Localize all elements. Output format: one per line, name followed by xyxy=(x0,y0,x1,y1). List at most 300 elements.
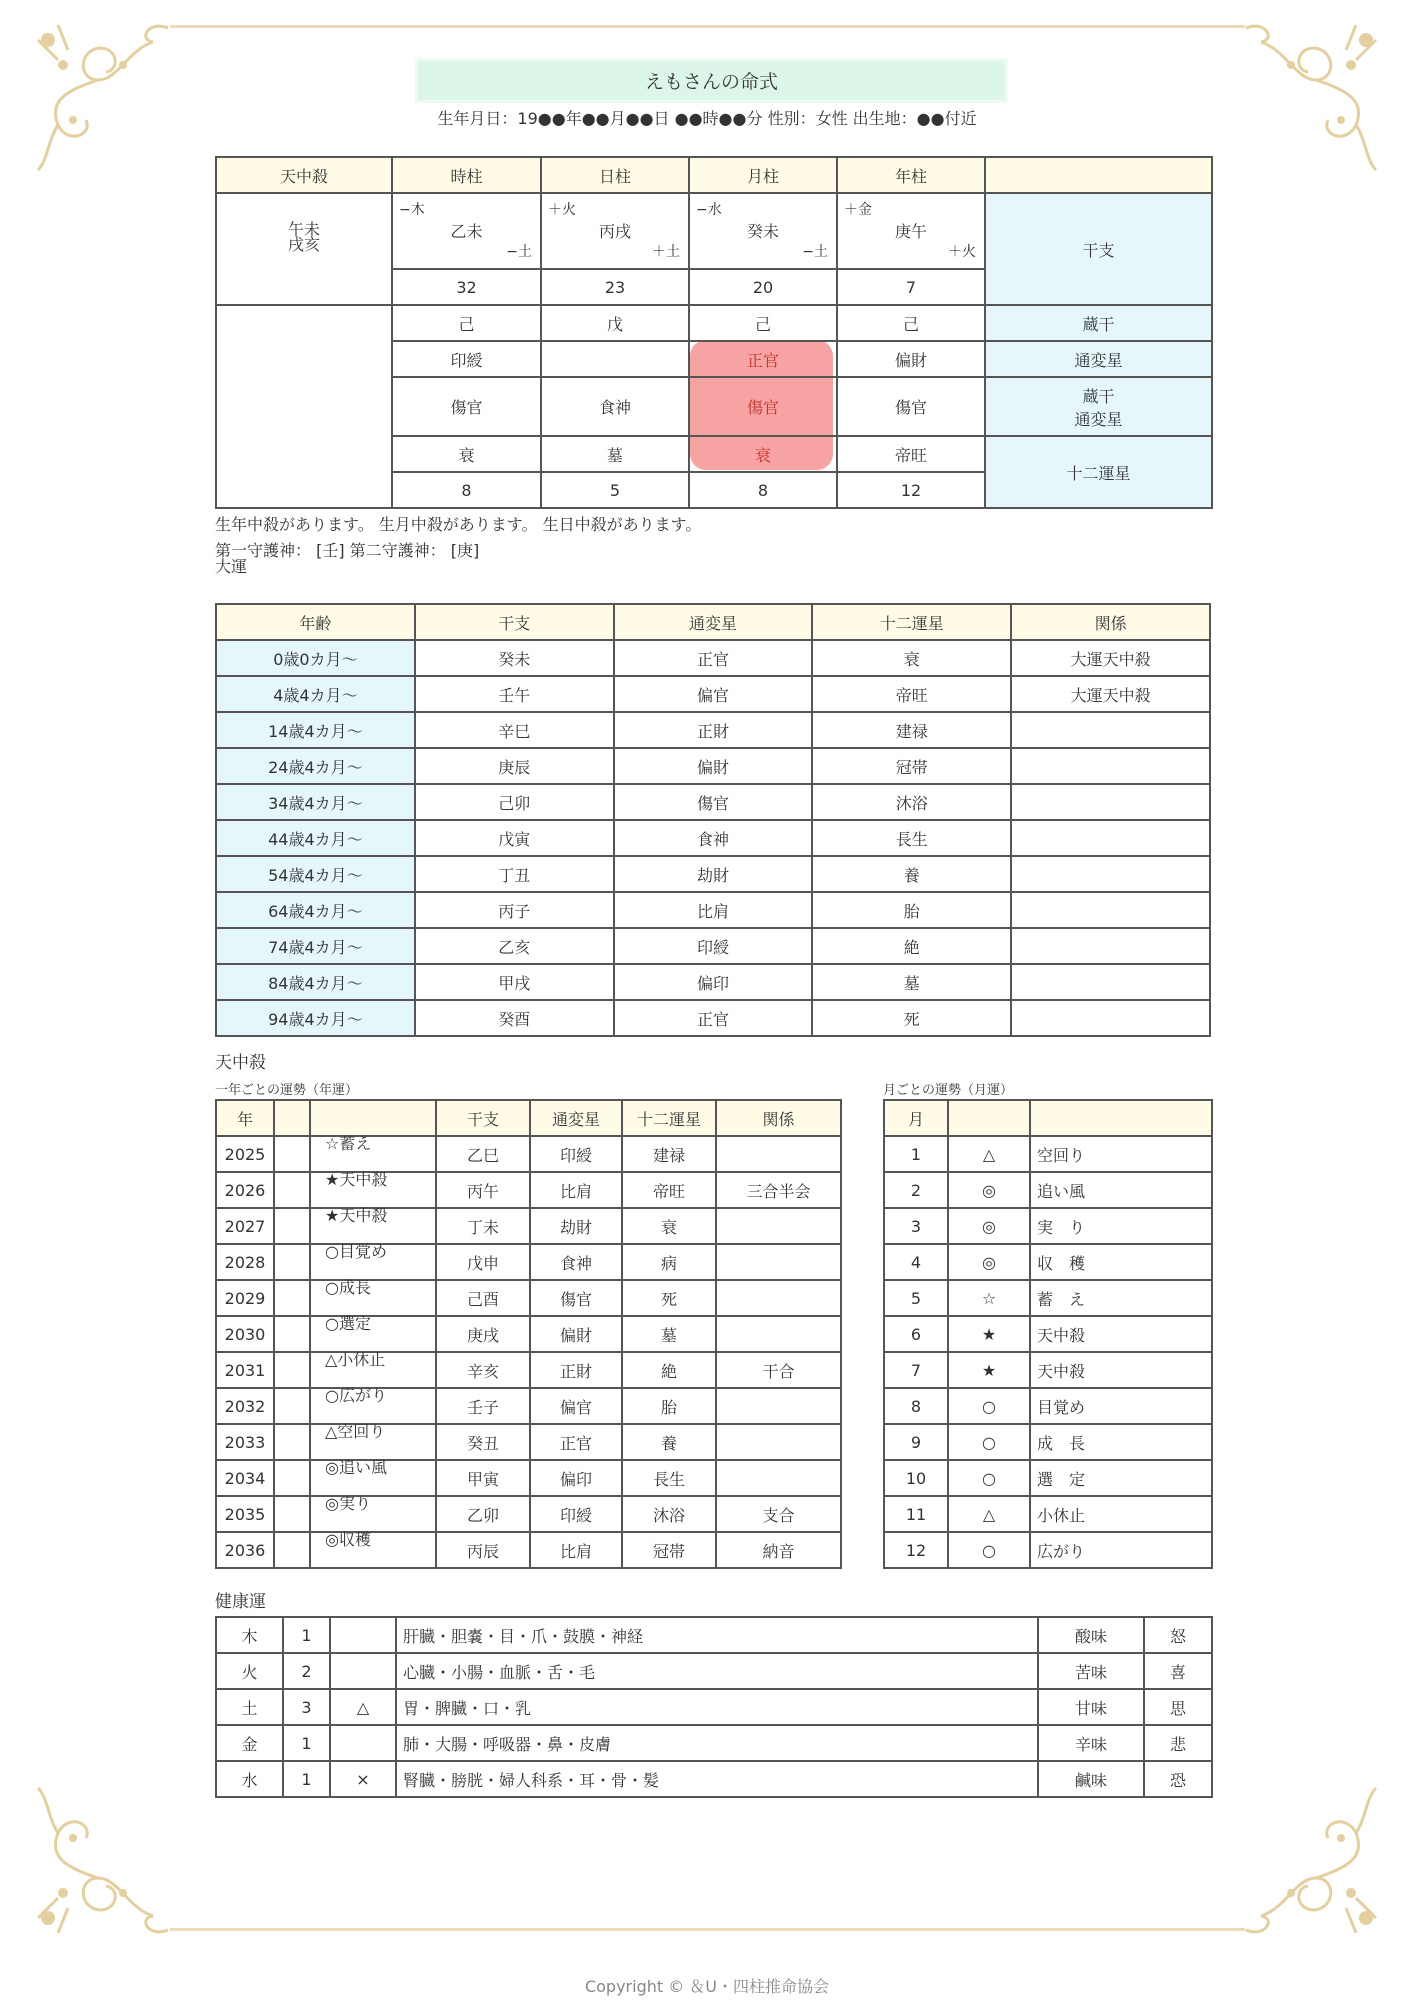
kanshi-value: 丙戌 xyxy=(598,222,631,241)
month-row xyxy=(884,1316,1212,1352)
year-cell: 正官 xyxy=(530,1424,622,1460)
empty-cell xyxy=(216,305,392,508)
month-cell: 蓄 え xyxy=(1030,1280,1212,1316)
year-fortune-label: ◎収穫 xyxy=(325,1530,371,1549)
year-cell: 病 xyxy=(622,1244,716,1280)
column-header: 十二運星 xyxy=(812,604,1011,640)
taiun-cell: 偏印 xyxy=(614,964,813,1000)
page-title-text: えもさんの命式 xyxy=(644,71,778,93)
year-cell: 沐浴 xyxy=(622,1496,716,1532)
health-cell: 水 xyxy=(216,1761,283,1797)
month-row xyxy=(884,1460,1212,1496)
year-row xyxy=(216,1532,841,1568)
taiun-cell: 大運天中殺 xyxy=(1011,640,1210,676)
year-cell: 納音 xyxy=(716,1532,841,1568)
month-cell: 天中殺 xyxy=(1030,1352,1212,1388)
year-cell: 建禄 xyxy=(622,1136,716,1172)
year-fortune-cell xyxy=(310,1424,436,1460)
year-cell: 胎 xyxy=(622,1388,716,1424)
health-cell: 肝臓・胆嚢・目・爪・鼓膜・神経 xyxy=(396,1617,1038,1653)
year-fortune-cell xyxy=(310,1280,436,1316)
taiun-cell: 印綬 xyxy=(614,928,813,964)
year-fortune-label: ○成長 xyxy=(325,1278,371,1297)
month-symbol: ◎ xyxy=(948,1208,1030,1244)
year-fortune-cell xyxy=(310,1388,436,1424)
month-cell: 7 xyxy=(884,1352,948,1388)
shugoshin-note: 第一守護神： [壬] 第二守護神： [庚] xyxy=(215,541,480,560)
taiun-cell: 己卯 xyxy=(415,784,614,820)
year-cell: 正財 xyxy=(530,1352,622,1388)
health-cell: 悲 xyxy=(1144,1725,1212,1761)
pillar-kanshi-cell xyxy=(837,193,985,269)
column-header xyxy=(985,157,1212,193)
month-symbol: ◎ xyxy=(948,1172,1030,1208)
taiun-table xyxy=(215,603,1211,1037)
taiun-cell: 54歳4カ月〜 xyxy=(216,856,415,892)
year-row xyxy=(216,1208,841,1244)
year-cell: 死 xyxy=(622,1280,716,1316)
taiun-row xyxy=(216,928,1210,964)
taiun-cell: 壬午 xyxy=(415,676,614,712)
taiun-cell xyxy=(1011,928,1210,964)
year-row xyxy=(216,1136,841,1172)
month-cell: 空回り xyxy=(1030,1136,1212,1172)
zokan-value: 己 xyxy=(392,305,541,341)
taiun-cell xyxy=(1011,712,1210,748)
taiun-cell: 胎 xyxy=(812,892,1011,928)
month-row xyxy=(884,1244,1212,1280)
health-cell: 胃・脾臓・口・乳 xyxy=(396,1689,1038,1725)
taiun-cell xyxy=(1011,964,1210,1000)
element-top: −水 xyxy=(696,202,722,218)
year-cell: 乙卯 xyxy=(436,1496,530,1532)
year-cell: 癸丑 xyxy=(436,1424,530,1460)
year-cell xyxy=(274,1172,310,1208)
zokan-tsuhen-value: 傷官 xyxy=(837,377,985,436)
label-line: 通変星 xyxy=(1074,409,1123,429)
taiun-row xyxy=(216,784,1210,820)
taiun-cell: 0歳0カ月〜 xyxy=(216,640,415,676)
health-row xyxy=(216,1617,1212,1653)
health-cell: 酸味 xyxy=(1038,1617,1144,1653)
taiun-cell: 庚辰 xyxy=(415,748,614,784)
year-cell xyxy=(274,1316,310,1352)
month-cell: 成 長 xyxy=(1030,1424,1212,1460)
month-cell: 10 xyxy=(884,1460,948,1496)
row-label-unsei: 十二運星 xyxy=(985,436,1212,508)
health-cell: 怒 xyxy=(1144,1617,1212,1653)
taiun-cell: 絶 xyxy=(812,928,1011,964)
month-symbol: ○ xyxy=(948,1424,1030,1460)
zokan-value: 己 xyxy=(689,305,837,341)
year-cell: 丙午 xyxy=(436,1172,530,1208)
kanshi-number: 23 xyxy=(541,269,689,305)
year-cell: 辛亥 xyxy=(436,1352,530,1388)
year-cell: 2027 xyxy=(216,1208,274,1244)
tenchusatsu-value: 戌亥 xyxy=(287,235,320,254)
taiun-cell: 冠帯 xyxy=(812,748,1011,784)
year-fortune-label: △小休止 xyxy=(325,1350,386,1369)
year-fortune-label: ☆蓄え xyxy=(325,1134,372,1153)
year-cell xyxy=(716,1424,841,1460)
taiun-cell: 14歳4カ月〜 xyxy=(216,712,415,748)
taiun-cell xyxy=(1011,748,1210,784)
zokan-row xyxy=(216,305,1212,341)
tenchu-heading: 天中殺 xyxy=(215,1053,266,1073)
month-symbol: ★ xyxy=(948,1316,1030,1352)
health-cell: 恐 xyxy=(1144,1761,1212,1797)
unsei-number: 12 xyxy=(837,472,985,508)
column-header: 十二運星 xyxy=(622,1100,716,1136)
year-cell: 冠帯 xyxy=(622,1532,716,1568)
year-cell xyxy=(274,1496,310,1532)
column-header: 天中殺 xyxy=(216,157,392,193)
health-cell: △ xyxy=(330,1689,396,1725)
year-cell: 支合 xyxy=(716,1496,841,1532)
element-top: ＋火 xyxy=(548,202,576,218)
month-symbol: ◎ xyxy=(948,1244,1030,1280)
year-cell: 丙辰 xyxy=(436,1532,530,1568)
taiun-cell: 正官 xyxy=(614,640,813,676)
column-header: 年柱 xyxy=(837,157,985,193)
row-label-zokan-tsuhen xyxy=(985,377,1212,436)
column-header xyxy=(1030,1100,1212,1136)
taiun-cell: 長生 xyxy=(812,820,1011,856)
year-row xyxy=(216,1460,841,1496)
taiun-cell: 帝旺 xyxy=(812,676,1011,712)
column-header: 干支 xyxy=(436,1100,530,1136)
year-cell: 食神 xyxy=(530,1244,622,1280)
year-cell: 2025 xyxy=(216,1136,274,1172)
element-top: ＋金 xyxy=(844,202,872,218)
year-fortune-cell xyxy=(310,1496,436,1532)
taiun-cell: 正財 xyxy=(614,712,813,748)
element-bottom: ＋土 xyxy=(652,244,680,260)
month-cell: 2 xyxy=(884,1172,948,1208)
zokan-value: 戊 xyxy=(541,305,689,341)
column-header: 月柱 xyxy=(689,157,837,193)
month-cell: 目覚め xyxy=(1030,1388,1212,1424)
year-cell: 三合半会 xyxy=(716,1172,841,1208)
month-symbol: ☆ xyxy=(948,1280,1030,1316)
month-cell: 6 xyxy=(884,1316,948,1352)
month-symbol: ○ xyxy=(948,1388,1030,1424)
year-cell: 2031 xyxy=(216,1352,274,1388)
column-header: 日柱 xyxy=(541,157,689,193)
health-table xyxy=(215,1616,1213,1798)
month-row xyxy=(884,1388,1212,1424)
taiun-row xyxy=(216,820,1210,856)
year-fortune-cell xyxy=(310,1244,436,1280)
year-cell: 戊申 xyxy=(436,1244,530,1280)
year-cell: 偏官 xyxy=(530,1388,622,1424)
year-cell xyxy=(274,1424,310,1460)
health-cell: 鹹味 xyxy=(1038,1761,1144,1797)
month-cell: 9 xyxy=(884,1424,948,1460)
taiun-cell: 偏財 xyxy=(614,748,813,784)
yearly-fortune-table xyxy=(215,1099,842,1569)
year-cell: 壬子 xyxy=(436,1388,530,1424)
taiun-row xyxy=(216,748,1210,784)
element-top: −木 xyxy=(399,202,425,218)
year-cell: 己酉 xyxy=(436,1280,530,1316)
month-row xyxy=(884,1280,1212,1316)
ornament-corner-icon xyxy=(1236,20,1386,180)
frame-top-line xyxy=(170,25,1245,28)
unsei-number: 8 xyxy=(689,472,837,508)
health-cell: 腎臓・膀胱・婦人科系・耳・骨・髪 xyxy=(396,1761,1038,1797)
year-fortune-cell xyxy=(310,1532,436,1568)
yearly-caption: 一年ごとの運勢（年運） xyxy=(215,1083,359,1098)
year-fortune-label: ★天中殺 xyxy=(325,1170,388,1189)
kanshi-number: 20 xyxy=(689,269,837,305)
taiun-cell: 4歳4カ月〜 xyxy=(216,676,415,712)
monthly-fortune-table xyxy=(883,1099,1213,1569)
year-fortune-cell xyxy=(310,1172,436,1208)
year-cell xyxy=(274,1388,310,1424)
year-cell xyxy=(716,1136,841,1172)
health-cell: 喜 xyxy=(1144,1653,1212,1689)
year-cell xyxy=(274,1532,310,1568)
unsei-number: 5 xyxy=(541,472,689,508)
header-row xyxy=(216,157,1212,193)
ornament-corner-icon xyxy=(28,1778,178,1938)
health-cell: 1 xyxy=(283,1725,330,1761)
taiun-cell: 辛巳 xyxy=(415,712,614,748)
taiun-cell: 戊寅 xyxy=(415,820,614,856)
taiun-cell: 癸酉 xyxy=(415,1000,614,1036)
column-header: 年 xyxy=(216,1100,274,1136)
year-fortune-label: ◎実り xyxy=(325,1494,371,1513)
year-cell xyxy=(716,1208,841,1244)
health-row xyxy=(216,1761,1212,1797)
frame-bottom-line xyxy=(170,1928,1245,1931)
month-symbol: △ xyxy=(948,1136,1030,1172)
health-cell: 土 xyxy=(216,1689,283,1725)
health-cell: 心臓・小腸・血脈・舌・毛 xyxy=(396,1653,1038,1689)
year-cell xyxy=(716,1388,841,1424)
column-header xyxy=(310,1100,436,1136)
taiun-row xyxy=(216,676,1210,712)
health-cell: 甘味 xyxy=(1038,1689,1144,1725)
health-row xyxy=(216,1725,1212,1761)
pillar-kanshi-cell xyxy=(541,193,689,269)
month-cell: 11 xyxy=(884,1496,948,1532)
year-cell: 傷官 xyxy=(530,1280,622,1316)
pillar-kanshi-cell xyxy=(689,193,837,269)
health-heading: 健康運 xyxy=(215,1592,266,1612)
column-header: 年齢 xyxy=(216,604,415,640)
column-header: 時柱 xyxy=(392,157,541,193)
health-cell xyxy=(330,1653,396,1689)
kanshi-value: 乙未 xyxy=(450,222,483,241)
column-header: 月 xyxy=(884,1100,948,1136)
taiun-cell: 比肩 xyxy=(614,892,813,928)
month-cell: 4 xyxy=(884,1244,948,1280)
taiun-cell: 44歳4カ月〜 xyxy=(216,820,415,856)
year-row xyxy=(216,1388,841,1424)
year-row xyxy=(216,1496,841,1532)
year-cell: 比肩 xyxy=(530,1172,622,1208)
taiun-cell: 84歳4カ月〜 xyxy=(216,964,415,1000)
year-fortune-cell xyxy=(310,1208,436,1244)
kanshi-value: 庚午 xyxy=(894,222,927,241)
health-cell: 2 xyxy=(283,1653,330,1689)
monthly-caption: 月ごとの運勢（月運） xyxy=(883,1083,1014,1098)
zokan-value: 己 xyxy=(837,305,985,341)
month-row xyxy=(884,1352,1212,1388)
health-cell: 1 xyxy=(283,1761,330,1797)
year-cell: 墓 xyxy=(622,1316,716,1352)
year-cell: 2026 xyxy=(216,1172,274,1208)
month-cell: 収 穫 xyxy=(1030,1244,1212,1280)
unsei-number: 8 xyxy=(392,472,541,508)
year-cell xyxy=(274,1352,310,1388)
month-row xyxy=(884,1172,1212,1208)
year-fortune-label: △空回り xyxy=(325,1422,386,1441)
taiun-cell: 甲戌 xyxy=(415,964,614,1000)
unsei-value: 衰 xyxy=(392,436,541,472)
tsuhen-value: 正官 xyxy=(689,341,837,377)
taiun-row xyxy=(216,640,1210,676)
year-fortune-label: ○広がり xyxy=(325,1386,387,1405)
year-cell: 2029 xyxy=(216,1280,274,1316)
copyright: Copyright © ＆U・四柱推命協会 xyxy=(584,1977,830,1996)
meishiki-table xyxy=(215,156,1213,509)
taiun-cell: 死 xyxy=(812,1000,1011,1036)
year-cell: 2028 xyxy=(216,1244,274,1280)
health-cell xyxy=(330,1617,396,1653)
year-cell: 長生 xyxy=(622,1460,716,1496)
year-cell xyxy=(274,1460,310,1496)
year-fortune-cell xyxy=(310,1316,436,1352)
taiun-cell: 74歳4カ月〜 xyxy=(216,928,415,964)
year-cell xyxy=(716,1280,841,1316)
year-cell: 2032 xyxy=(216,1388,274,1424)
year-cell: 2034 xyxy=(216,1460,274,1496)
taiun-cell: 建禄 xyxy=(812,712,1011,748)
row-label-zokan: 蔵干 xyxy=(985,305,1212,341)
taiun-cell: 癸未 xyxy=(415,640,614,676)
zokan-tsuhen-value: 傷官 xyxy=(392,377,541,436)
health-cell: 火 xyxy=(216,1653,283,1689)
kanshi-value: 癸未 xyxy=(746,222,779,241)
tenchusatsu-value: 午未 xyxy=(287,220,320,239)
year-cell: 劫財 xyxy=(530,1208,622,1244)
taiun-cell xyxy=(1011,856,1210,892)
year-cell: 衰 xyxy=(622,1208,716,1244)
month-cell: 実 り xyxy=(1030,1208,1212,1244)
label-line: 蔵干 xyxy=(1082,386,1115,406)
month-symbol: △ xyxy=(948,1496,1030,1532)
year-cell: 印綬 xyxy=(530,1496,622,1532)
unsei-value: 衰 xyxy=(689,436,837,472)
taiun-cell: 24歳4カ月〜 xyxy=(216,748,415,784)
year-cell: 養 xyxy=(622,1424,716,1460)
taiun-row xyxy=(216,712,1210,748)
year-cell: 2036 xyxy=(216,1532,274,1568)
kanshi-row xyxy=(216,193,1212,269)
taiun-cell: 食神 xyxy=(614,820,813,856)
element-bottom: ＋火 xyxy=(948,244,976,260)
tsuhen-value xyxy=(541,341,689,377)
year-fortune-label: ◎追い風 xyxy=(325,1458,387,1477)
year-cell: 2030 xyxy=(216,1316,274,1352)
column-header: 関係 xyxy=(716,1100,841,1136)
year-row xyxy=(216,1352,841,1388)
health-cell: 辛味 xyxy=(1038,1725,1144,1761)
year-cell: 絶 xyxy=(622,1352,716,1388)
year-fortune-cell xyxy=(310,1352,436,1388)
health-cell: × xyxy=(330,1761,396,1797)
year-cell: 帝旺 xyxy=(622,1172,716,1208)
month-cell: 12 xyxy=(884,1532,948,1568)
page-title xyxy=(415,58,1008,103)
pillar-kanshi-cell xyxy=(392,193,541,269)
unsei-value: 墓 xyxy=(541,436,689,472)
year-cell: 偏印 xyxy=(530,1460,622,1496)
kanshi-number: 7 xyxy=(837,269,985,305)
month-cell: 広がり xyxy=(1030,1532,1212,1568)
year-cell xyxy=(274,1208,310,1244)
zokan-tsuhen-value: 食神 xyxy=(541,377,689,436)
unsei-value: 帝旺 xyxy=(837,436,985,472)
year-cell: 偏財 xyxy=(530,1316,622,1352)
element-bottom: −土 xyxy=(506,244,532,260)
month-cell: 追い風 xyxy=(1030,1172,1212,1208)
month-row xyxy=(884,1424,1212,1460)
health-row xyxy=(216,1689,1212,1725)
taiun-cell: 94歳4カ月〜 xyxy=(216,1000,415,1036)
taiun-cell xyxy=(1011,820,1210,856)
year-row xyxy=(216,1316,841,1352)
tsuhen-value: 印綬 xyxy=(392,341,541,377)
tenchusatsu-cell xyxy=(216,193,392,305)
health-cell: 金 xyxy=(216,1725,283,1761)
year-cell: 2035 xyxy=(216,1496,274,1532)
year-cell: 比肩 xyxy=(530,1532,622,1568)
column-header xyxy=(274,1100,310,1136)
month-row xyxy=(884,1136,1212,1172)
year-row xyxy=(216,1424,841,1460)
ornament-corner-icon xyxy=(1236,1778,1386,1938)
year-cell: 乙巳 xyxy=(436,1136,530,1172)
month-cell: 3 xyxy=(884,1208,948,1244)
taiun-cell: 丙子 xyxy=(415,892,614,928)
year-fortune-label: ○選定 xyxy=(325,1314,371,1333)
element-bottom: −土 xyxy=(802,244,828,260)
taiun-cell: 34歳4カ月〜 xyxy=(216,784,415,820)
month-symbol: ★ xyxy=(948,1352,1030,1388)
column-header xyxy=(948,1100,1030,1136)
year-cell xyxy=(716,1316,841,1352)
taiun-cell: 墓 xyxy=(812,964,1011,1000)
health-cell: 肺・大腸・呼吸器・鼻・皮膚 xyxy=(396,1725,1038,1761)
kanshi-number: 32 xyxy=(392,269,541,305)
year-cell: 丁未 xyxy=(436,1208,530,1244)
zokan-tsuhen-value: 傷官 xyxy=(689,377,837,436)
year-cell xyxy=(716,1244,841,1280)
health-cell: 木 xyxy=(216,1617,283,1653)
year-cell xyxy=(274,1244,310,1280)
year-cell: 庚戌 xyxy=(436,1316,530,1352)
taiun-cell: 偏官 xyxy=(614,676,813,712)
row-label-kanshi: 干支 xyxy=(985,193,1212,305)
taiun-cell: 傷官 xyxy=(614,784,813,820)
health-cell: 3 xyxy=(283,1689,330,1725)
health-cell: 思 xyxy=(1144,1689,1212,1725)
year-cell: 甲寅 xyxy=(436,1460,530,1496)
